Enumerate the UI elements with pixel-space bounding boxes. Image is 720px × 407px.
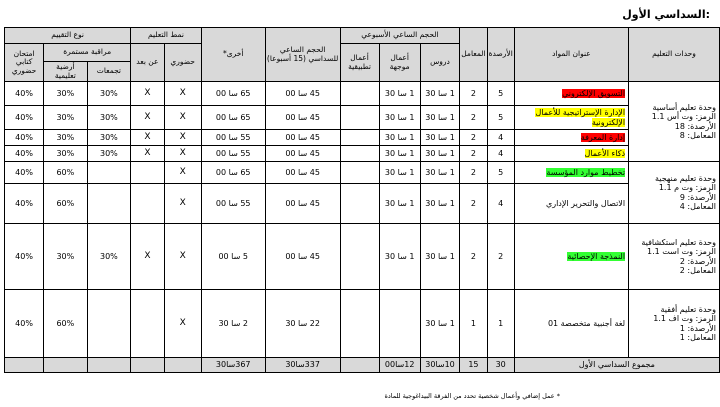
platform-percent: 60%: [44, 184, 87, 224]
header-teaching-mode: نمط التعليم: [131, 28, 202, 44]
semester-hours-cell: 45 سا 00: [265, 184, 340, 224]
total-row: [5, 358, 720, 373]
tutorials-cell: 1 سا 30: [379, 184, 420, 224]
header-lectures: دروس: [420, 44, 459, 82]
header-weekly-hours: الحجم الساعي الأسبوعي: [340, 28, 460, 44]
subject-title: [514, 82, 628, 106]
in-person-mark: X: [164, 290, 201, 358]
other-hours-cell: 55 سا 00: [201, 130, 265, 146]
groups-percent: 30%: [87, 130, 131, 146]
exam-percent: 40%: [5, 130, 44, 146]
practicals-cell: [340, 106, 379, 130]
exam-percent: 40%: [5, 82, 44, 106]
other-hours-cell: 55 سا 00: [201, 146, 265, 162]
practicals-cell: [340, 290, 379, 358]
groups-percent: 30%: [87, 82, 131, 106]
practicals-cell: [340, 224, 379, 290]
platform-percent: 60%: [44, 162, 87, 184]
remote-mark: [131, 162, 164, 184]
platform-percent: 60%: [44, 290, 87, 358]
total-credits: 30: [487, 358, 514, 373]
header-semester-hours: الحجم الساعي للسداسي (15 أسبوعا): [265, 28, 340, 82]
header-exam: امتحان كتابي حضوري: [5, 44, 44, 82]
practicals-cell: [340, 82, 379, 106]
total-tutorials: 12سا00: [379, 358, 420, 373]
subject-text: تخطيط موارد المؤسسة: [546, 167, 626, 177]
remote-mark: X: [131, 130, 164, 146]
unit-label: وحدة تعليم منهجية الرمز: وت م 1.1 الأرصدة: 9 المعامل: 4: [629, 162, 720, 224]
in-person-mark: X: [164, 130, 201, 146]
unit-label: وحدة تعليم استكشافية الرمز: وت است 1.1 الأرصدة: 2 المعامل: 2: [629, 224, 720, 290]
lectures-cell: 1 سا 30: [420, 184, 459, 224]
practicals-cell: [340, 184, 379, 224]
platform-percent: 30%: [44, 130, 87, 146]
exam-percent: 40%: [5, 162, 44, 184]
coefficient-cell: 2: [460, 130, 487, 146]
practicals-cell: [340, 162, 379, 184]
platform-percent: 30%: [44, 106, 87, 130]
subject-title: [514, 130, 628, 146]
remote-mark: X: [131, 146, 164, 162]
table-row: [5, 224, 720, 290]
exam-percent: 40%: [5, 146, 44, 162]
lectures-cell: 1 سا 30: [420, 224, 459, 290]
practicals-cell: [340, 146, 379, 162]
subject-text: ذكاء الأعمال: [584, 148, 626, 158]
in-person-mark: X: [164, 82, 201, 106]
total-other-hours: 367سا30: [201, 358, 265, 373]
credits-cell: 1: [487, 290, 514, 358]
subject-text: التسويق الإلكتروني: [562, 88, 626, 98]
groups-percent: 30%: [87, 224, 131, 290]
subject-title: [514, 290, 628, 358]
header-coefficient: المعامل: [460, 28, 487, 82]
subject-text: إدارة المعرفة: [580, 132, 626, 142]
header-remote: عن بعد: [131, 44, 164, 82]
total-in-person: [164, 358, 201, 373]
groups-percent: 30%: [87, 146, 131, 162]
table-row: [5, 162, 720, 184]
practicals-cell: [340, 130, 379, 146]
remote-mark: [131, 290, 164, 358]
unit-label: وحدة تعليم أفقية الرمز: وت اف 1.1 الأرصدة: 1 المعامل: 1: [629, 290, 720, 358]
remote-mark: X: [131, 224, 164, 290]
header-credits: الأرصدة: [487, 28, 514, 82]
coefficient-cell: 2: [460, 162, 487, 184]
semester-hours-cell: 45 سا 00: [265, 82, 340, 106]
unit-label: وحدة تعليم أساسية الرمز: وت أس 1.1 الأرصدة: 18 المعامل: 8: [629, 82, 720, 162]
header-platform: أرضية تعليمية: [44, 62, 87, 82]
credits-cell: 2: [487, 224, 514, 290]
table-row: [5, 146, 720, 162]
tutorials-cell: 1 سا 30: [379, 162, 420, 184]
lectures-cell: 1 سا 30: [420, 106, 459, 130]
other-hours-cell: 65 سا 00: [201, 82, 265, 106]
total-semester-hours: 337سا30: [265, 358, 340, 373]
platform-percent: 30%: [44, 224, 87, 290]
credits-cell: 4: [487, 146, 514, 162]
subject-title: [514, 162, 628, 184]
coefficient-cell: 1: [460, 290, 487, 358]
in-person-mark: X: [164, 224, 201, 290]
total-lectures: 10سا30: [420, 358, 459, 373]
tutorials-cell: 1 سا 30: [379, 224, 420, 290]
coefficient-cell: 2: [460, 106, 487, 130]
semester-hours-cell: 22 سا 30: [265, 290, 340, 358]
coefficient-cell: 2: [460, 224, 487, 290]
platform-percent: 30%: [44, 82, 87, 106]
table-row: [5, 184, 720, 224]
lectures-cell: 1 سا 30: [420, 130, 459, 146]
semester-hours-cell: 45 سا 00: [265, 106, 340, 130]
groups-percent: [87, 290, 131, 358]
credits-cell: 5: [487, 82, 514, 106]
table-row: [5, 130, 720, 146]
groups-percent: 30%: [87, 106, 131, 130]
groups-percent: [87, 162, 131, 184]
tutorials-cell: 1 سا 30: [379, 130, 420, 146]
header-practicals: أعمال تطبيقية: [340, 44, 379, 82]
other-hours-cell: 65 سا 00: [201, 162, 265, 184]
credits-cell: 4: [487, 130, 514, 146]
header-tutorials: أعمال موجهة: [379, 44, 420, 82]
remote-mark: [131, 184, 164, 224]
semester-title: السداسي الأول:: [622, 8, 710, 21]
in-person-mark: X: [164, 106, 201, 130]
header-other: أخرى*: [201, 28, 265, 82]
header-units: وحدات التعليم: [629, 28, 720, 82]
exam-percent: 40%: [5, 290, 44, 358]
subject-title: [514, 146, 628, 162]
lectures-cell: 1 سا 30: [420, 290, 459, 358]
table-row: [5, 106, 720, 130]
table-row: [5, 82, 720, 106]
other-hours-cell: 2 سا 30: [201, 290, 265, 358]
semester-hours-cell: 45 سا 00: [265, 130, 340, 146]
total-label: مجموع السداسي الأول: [514, 358, 719, 373]
lectures-cell: 1 سا 30: [420, 146, 459, 162]
lectures-cell: 1 سا 30: [420, 162, 459, 184]
in-person-mark: X: [164, 146, 201, 162]
tutorials-cell: 1 سا 30: [379, 106, 420, 130]
tutorials-cell: 1 سا 30: [379, 82, 420, 106]
subject-text: الاتصال والتحرير الإداري: [545, 198, 626, 208]
groups-percent: [87, 184, 131, 224]
remote-mark: X: [131, 82, 164, 106]
subject-title: [514, 224, 628, 290]
platform-percent: 30%: [44, 146, 87, 162]
total-coefficient: 15: [460, 358, 487, 373]
coefficient-cell: 2: [460, 146, 487, 162]
coefficient-cell: 2: [460, 82, 487, 106]
header-groups: تجمعات: [87, 62, 131, 82]
header-continuous: مراقبة مستمرة: [44, 44, 131, 62]
exam-percent: 40%: [5, 224, 44, 290]
in-person-mark: X: [164, 184, 201, 224]
total-exam: [5, 358, 44, 373]
credits-cell: 5: [487, 162, 514, 184]
tutorials-cell: [379, 290, 420, 358]
coefficient-cell: 2: [460, 184, 487, 224]
lectures-cell: 1 سا 30: [420, 82, 459, 106]
header-subject-title: عنوان المواد: [514, 28, 628, 82]
total-practicals: [340, 358, 379, 373]
exam-percent: 40%: [5, 184, 44, 224]
curriculum-table: [4, 27, 720, 373]
subject-text: الإدارة الإستراتيجية للأعمال الإلكترونية: [535, 108, 626, 127]
other-hours-cell: 55 سا 00: [201, 184, 265, 224]
other-hours-cell: 65 سا 00: [201, 106, 265, 130]
semester-hours-cell: 45 سا 00: [265, 162, 340, 184]
total-platform: [44, 358, 87, 373]
semester-hours-cell: 45 سا 00: [265, 224, 340, 290]
in-person-mark: X: [164, 162, 201, 184]
subject-text: لغة أجنبية متخصصة 01: [547, 318, 626, 328]
subject-title: [514, 184, 628, 224]
other-hours-cell: 5 سا 00: [201, 224, 265, 290]
total-groups: [87, 358, 131, 373]
credits-cell: 5: [487, 106, 514, 130]
tutorials-cell: 1 سا 30: [379, 146, 420, 162]
subject-text: النمذجة الإحصائية: [567, 251, 626, 261]
subject-title: [514, 106, 628, 130]
header-assessment: نوع التقييم: [5, 28, 131, 44]
header-in-person: حضوري: [164, 44, 201, 82]
footnote: * عمل إضافي وأعمال شخصية تحدد من الفرقة البيداغوجية للمادة: [384, 392, 560, 400]
table-row: [5, 290, 720, 358]
total-remote: [131, 358, 164, 373]
semester-hours-cell: 45 سا 00: [265, 146, 340, 162]
exam-percent: 40%: [5, 106, 44, 130]
remote-mark: X: [131, 106, 164, 130]
credits-cell: 4: [487, 184, 514, 224]
